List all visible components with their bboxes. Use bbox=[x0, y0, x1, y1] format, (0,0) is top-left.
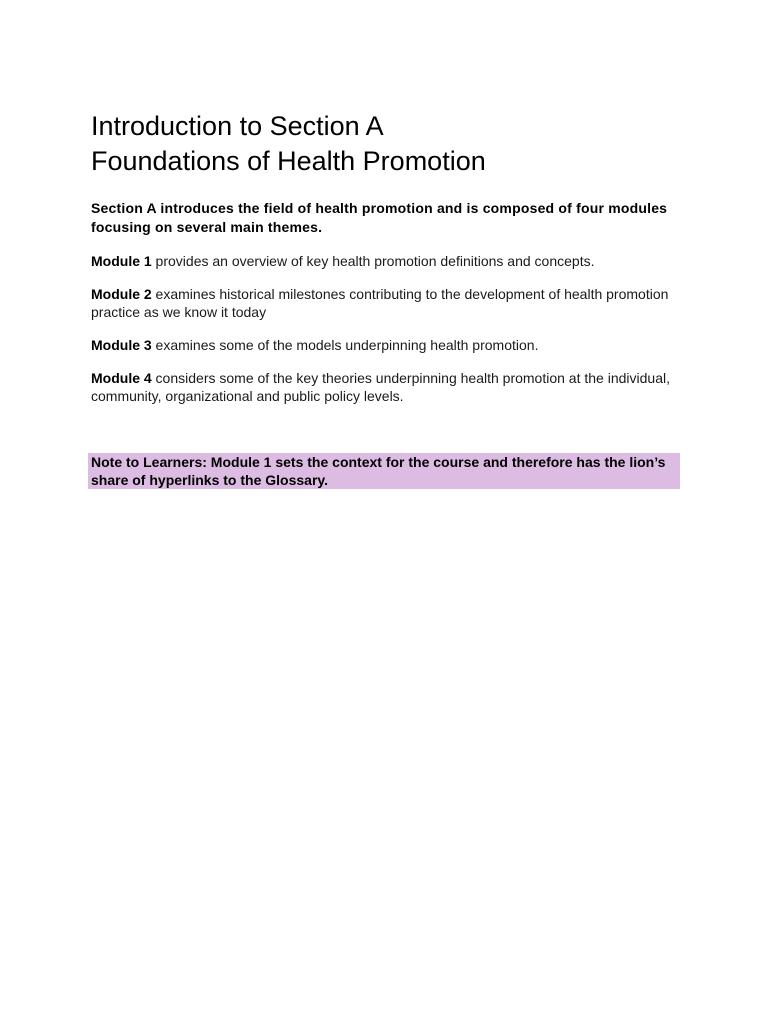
page-title bbox=[91, 109, 681, 179]
module-1-text: provides an overview of key health promotion definitions and concepts. bbox=[151, 253, 595, 269]
module-3-label: Module 3 bbox=[91, 337, 152, 353]
title-line-1: Introduction to Section A bbox=[91, 111, 384, 141]
module-4-paragraph bbox=[91, 369, 681, 405]
module-4-label: Module 4 bbox=[91, 370, 152, 386]
module-1-paragraph bbox=[91, 252, 681, 270]
module-3-paragraph bbox=[91, 336, 681, 354]
document-body bbox=[91, 109, 681, 489]
module-3-text: examines some of the models underpinning health promotion. bbox=[151, 337, 539, 353]
note-to-learners: Note to Learners: Module 1 sets the context for the course and therefore has the lion’s share of hyperlinks to the Glossary. bbox=[88, 453, 680, 489]
module-4-text: considers some of the key theories underpinning health promotion at the individual, community, organizational and public policy levels. bbox=[91, 370, 670, 404]
module-2-text: examines historical milestones contributing to the development of health promotion practice as we know it today bbox=[91, 286, 669, 320]
module-1-label: Module 1 bbox=[91, 253, 152, 269]
title-line-2: Foundations of Health Promotion bbox=[91, 146, 486, 176]
module-2-paragraph bbox=[91, 285, 681, 321]
section-intro: Section A introduces the field of health promotion and is composed of four modules focusing on several main themes. bbox=[91, 200, 668, 235]
module-2-label: Module 2 bbox=[91, 286, 152, 302]
